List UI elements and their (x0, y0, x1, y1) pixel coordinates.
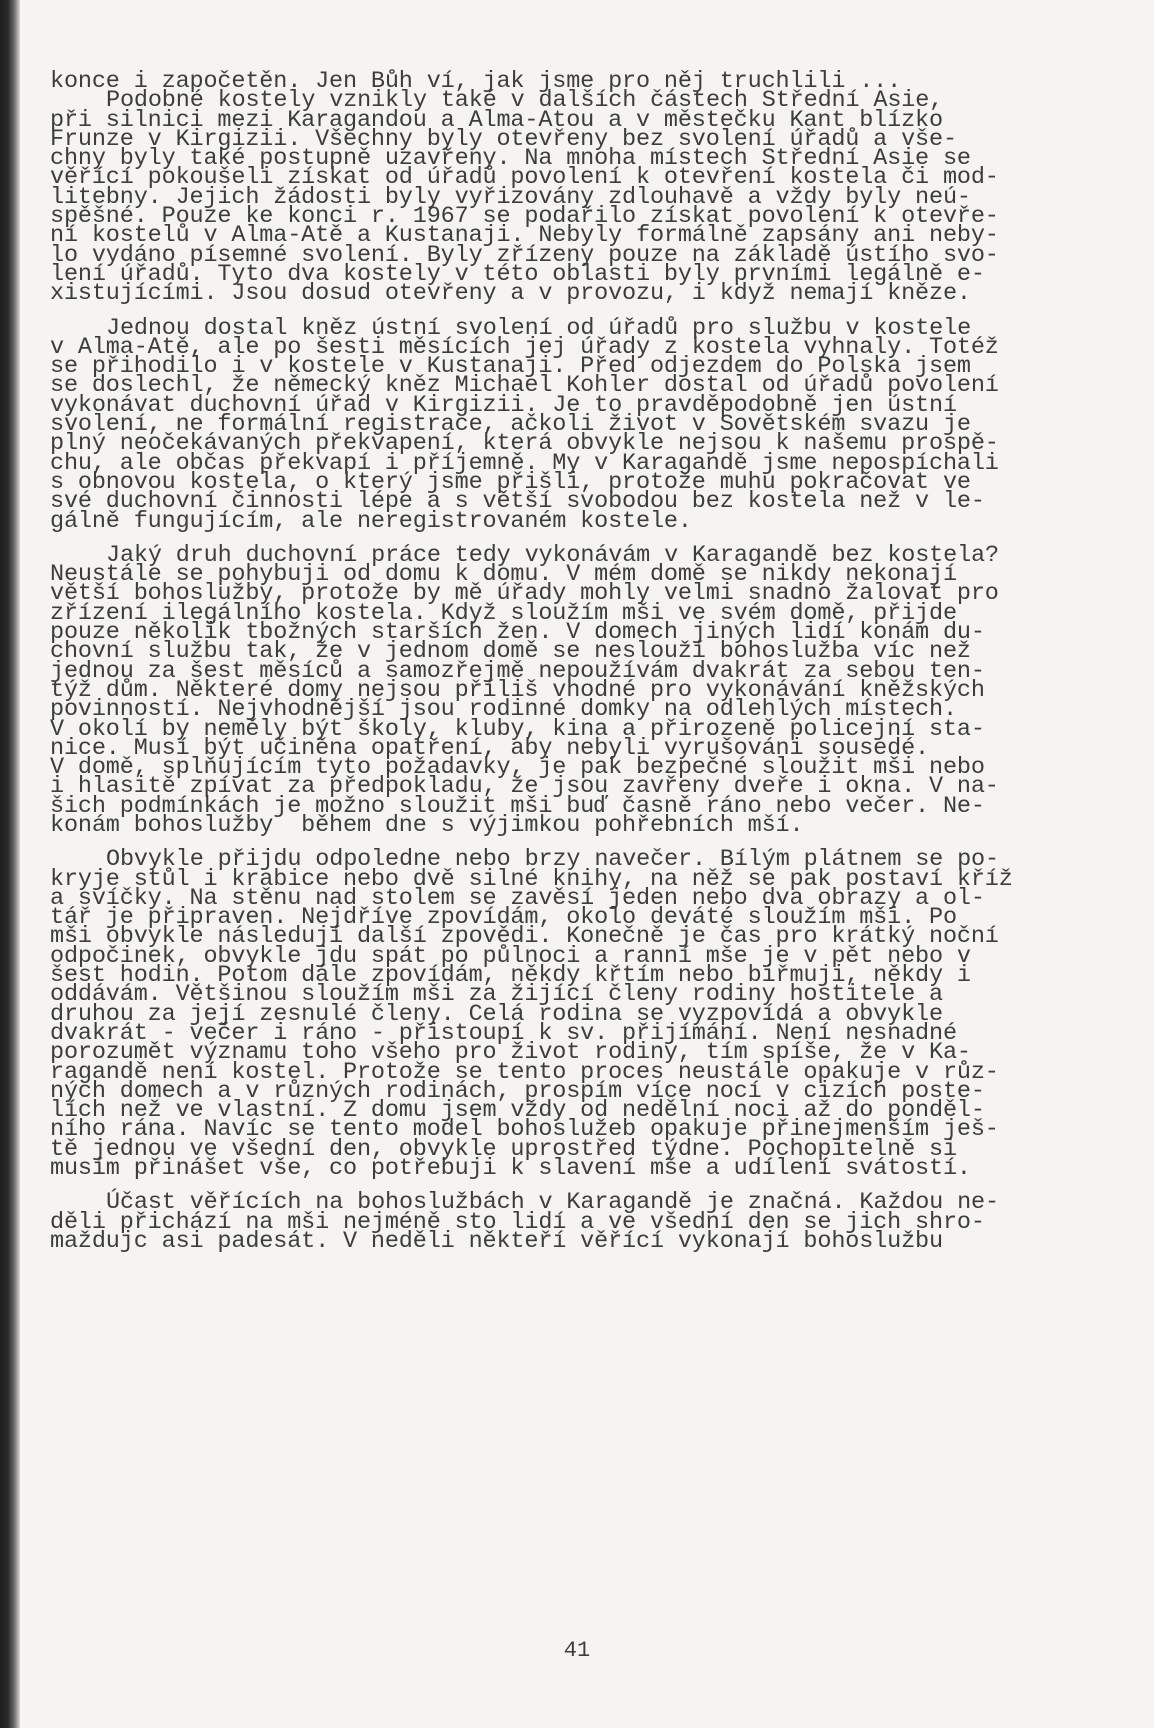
text-line: chny byly také postupně uzavřeny. Na mnoha místech Střední Asie se (50, 145, 971, 173)
text-line: nice. Musí být učiněna opatření, aby nebyli vyrušováni sousedé. (50, 734, 929, 762)
text-line: V domě, splňujícím tyto požadavky, je pak bezpečné sloužit mši nebo (50, 754, 985, 782)
text-line: při silnici mezi Karagandou a Alma-Atou a v městečku Kant blízko (50, 106, 943, 134)
text-line: chovní službu tak, že v jednom domě se neslouží bohoslužba víc než (50, 638, 971, 666)
text-line: šich podmínkách je možno sloužit mši buď časně ráno nebo večer. Ne- (50, 792, 985, 820)
text-line: Podobné kostely vznikly také v dalších částech Střední Asie, (106, 87, 944, 115)
text-line: gálně fungujícím, ale neregistrovaném kostele. (50, 507, 692, 535)
text-line: chu, ale občas překvapí i příjemně. My v Karagandě jsme nepospíchali (50, 449, 999, 477)
text-line: porozumět významu toho všeho pro život rodiny, tím spíše, že v Ka- (50, 1039, 971, 1067)
text-line: konce i započetěn. Jen Bůh ví, jak jsme pro něj truchlili ... (50, 68, 902, 95)
text-line: věřící pokoušeli získat od úřadů povolení k otevření kostela či mod- (50, 164, 999, 192)
body-text (50, 68, 1090, 1255)
text-line: povinností. Nejvhodnější jsou rodinné domky na odlehlých místech. (50, 696, 957, 724)
text-line: tář je připraven. Nejdříve zpovídám, okolo deváté sloužím mši. Po (50, 904, 957, 932)
text-line: Účast věřících na bohoslužbách v Karagandě je značná. Každou ne- (106, 1189, 999, 1217)
text-line: kryje stůl i krabice nebo dvě silné knihy, na něž se pak postaví kříž (50, 865, 1013, 893)
text-line: Neustále se pohybuji od domu k domu. V mém domě se nikdy nekonají (50, 561, 957, 589)
text-line: maždujc asi padesát. V neděli někteří věřící vykonají bohoslužbu (50, 1227, 943, 1255)
text-line: i hlasitě zpívat za předpokladu, že jsou zavřeny dveře i okna. V na- (50, 773, 999, 801)
text-line: konám bohoslužby během dne s výjimkou pohřebních mší. (50, 811, 804, 839)
text-line: své duchovní činnosti lépe a s větší svobodou bez kostela než v le- (50, 488, 985, 516)
text-line: odpočinek, obvykle jdu spát po půlnoci a ranní mše je v pět nebo v (50, 942, 971, 970)
page-number: 41 (563, 1638, 591, 1663)
text-line: jednou za šest měsíců a samozřejmě nepoužívám dvakrát za sebou ten- (50, 657, 985, 685)
text-line: a svíčky. Na stěnu nad stolem se zavěsí jeden nebo dva obrazy a ol- (50, 884, 985, 912)
text-line: vykonávat duchovní úřad v Kirgizii. Je to pravděpodobně jen ústní (50, 391, 957, 419)
text-line: druhou za její zesnulé členy. Celá rodina se vyzpovídá a obvykle (50, 1000, 943, 1028)
text-line: s obnovou kostela, o který jsme přišli, protože muhu pokračovat ve (50, 468, 971, 496)
text-line: xistujícími. Jsou dosud otevřeny a v provozu, i když nemají kněze. (50, 280, 971, 308)
text-line: V okolí by neměly být školy, kluby, kina a přirozeně policejní sta- (50, 715, 985, 743)
text-line: dvakrát - večer i ráno - přistoupí k sv. přijímání. Není nesnadné (50, 1019, 957, 1047)
paragraph-spiritual-work (50, 541, 1090, 839)
paragraph-mass-routine (50, 846, 1090, 1183)
text-line: se doslechl, že německý kněz Michael Kohler dostal od úřadů povolení (50, 372, 999, 400)
paragraph-other-churches (50, 87, 1090, 308)
text-line: ných domech a v různých rodinách, prospím více nocí v cizích poste- (50, 1077, 985, 1105)
text-line: děli přichází na mši nejméně sto lidí a ve všední den se jich shro- (50, 1208, 985, 1236)
text-line: pouze několik tbožných starších žen. V domech jiných lidí konám du- (50, 619, 985, 647)
text-line: Obvykle přijdu odpoledne nebo brzy navečer. Bílým plátnem se po- (106, 846, 999, 874)
text-line: ní kostelů v Alma-Atě a Kustanaji. Nebyly formálně zapsány ani neby- (50, 222, 999, 250)
paragraph-attendance (50, 1189, 1090, 1255)
text-line: zřízení ilegálního kostela. Když sloužím mši ve svém domě, přijde (50, 599, 957, 627)
text-line: oddávám. Většinou sloužím mši za žijící členy rodiny hostitele a (50, 981, 943, 1009)
text-line: spěšné. Pouze ke konci r. 1967 se podařilo získat povolení k otevře- (50, 203, 999, 231)
text-line: mši obvykle následují další zpovědi. Konečně je čas pro krátký noční (50, 923, 999, 951)
text-line: v Alma-Atě, ale po šesti měsících jej úřady z kostela vyhnaly. Totéž (50, 333, 999, 361)
text-line: lo vydáno písemné svolení. Byly zřízeny pouze na základě ústího svo- (50, 241, 999, 269)
text-line: lení úřadů. Tyto dva kostely v této oblasti byly prvními legálně e- (50, 260, 985, 288)
book-binding-edge (0, 0, 20, 1728)
text-line: šest hodin. Potom dále zpovídám, někdy křtím nebo biřmuji, někdy i (50, 962, 971, 990)
text-line: litebny. Jejich žádosti byly vyřizovány zdlouhavě a vždy byly neú- (50, 183, 971, 211)
text-line: lích než ve vlastní. Z domu jsem vždy od nedělní noci až do ponděl- (50, 1097, 985, 1125)
paragraph-oral-permission (50, 314, 1090, 535)
text-line: svolení, ne formální registrace, ačkoli život v Sovětském svazu je (50, 411, 971, 439)
text-line: plný neočekávaných překvapení, která obvykle nejsou k našemu prospě- (50, 430, 999, 458)
text-line: Jaký druh duchovní práce tedy vykonávám v Karagandě bez kostela? (106, 541, 999, 569)
text-line: týž dům. Některé domy nejsou příliš vhodné pro vykonávání kněžských (50, 676, 985, 704)
text-line: Frunze v Kirgizii. Všechny byly otevřeny bez svolení úřadů a vše- (50, 125, 957, 153)
text-line: Jednou dostal kněz ústní svolení od úřadů pro službu v kostele (106, 314, 972, 342)
text-line: se přihodilo i v kostele v Kustanaji. Před odjezdem do Polska jsem (50, 353, 971, 381)
text-line: tě jednou ve všední den, obvykle uprostřed týdne. Pochopitelně si (50, 1135, 957, 1163)
text-line: ního rána. Navíc se tento model bohoslužeb opakuje přinejmenším ješ- (50, 1116, 999, 1144)
text-line: musím přinášet vše, co potřebuji k slavení mše a udílení svátostí. (50, 1155, 971, 1183)
text-line: větší bohoslužby, protože by mě úřady mohly velmi snadno žalovat pro (50, 580, 999, 608)
text-line: ragandě není kostel. Protože se tento proces neustále opakuje v růz- (50, 1058, 999, 1086)
